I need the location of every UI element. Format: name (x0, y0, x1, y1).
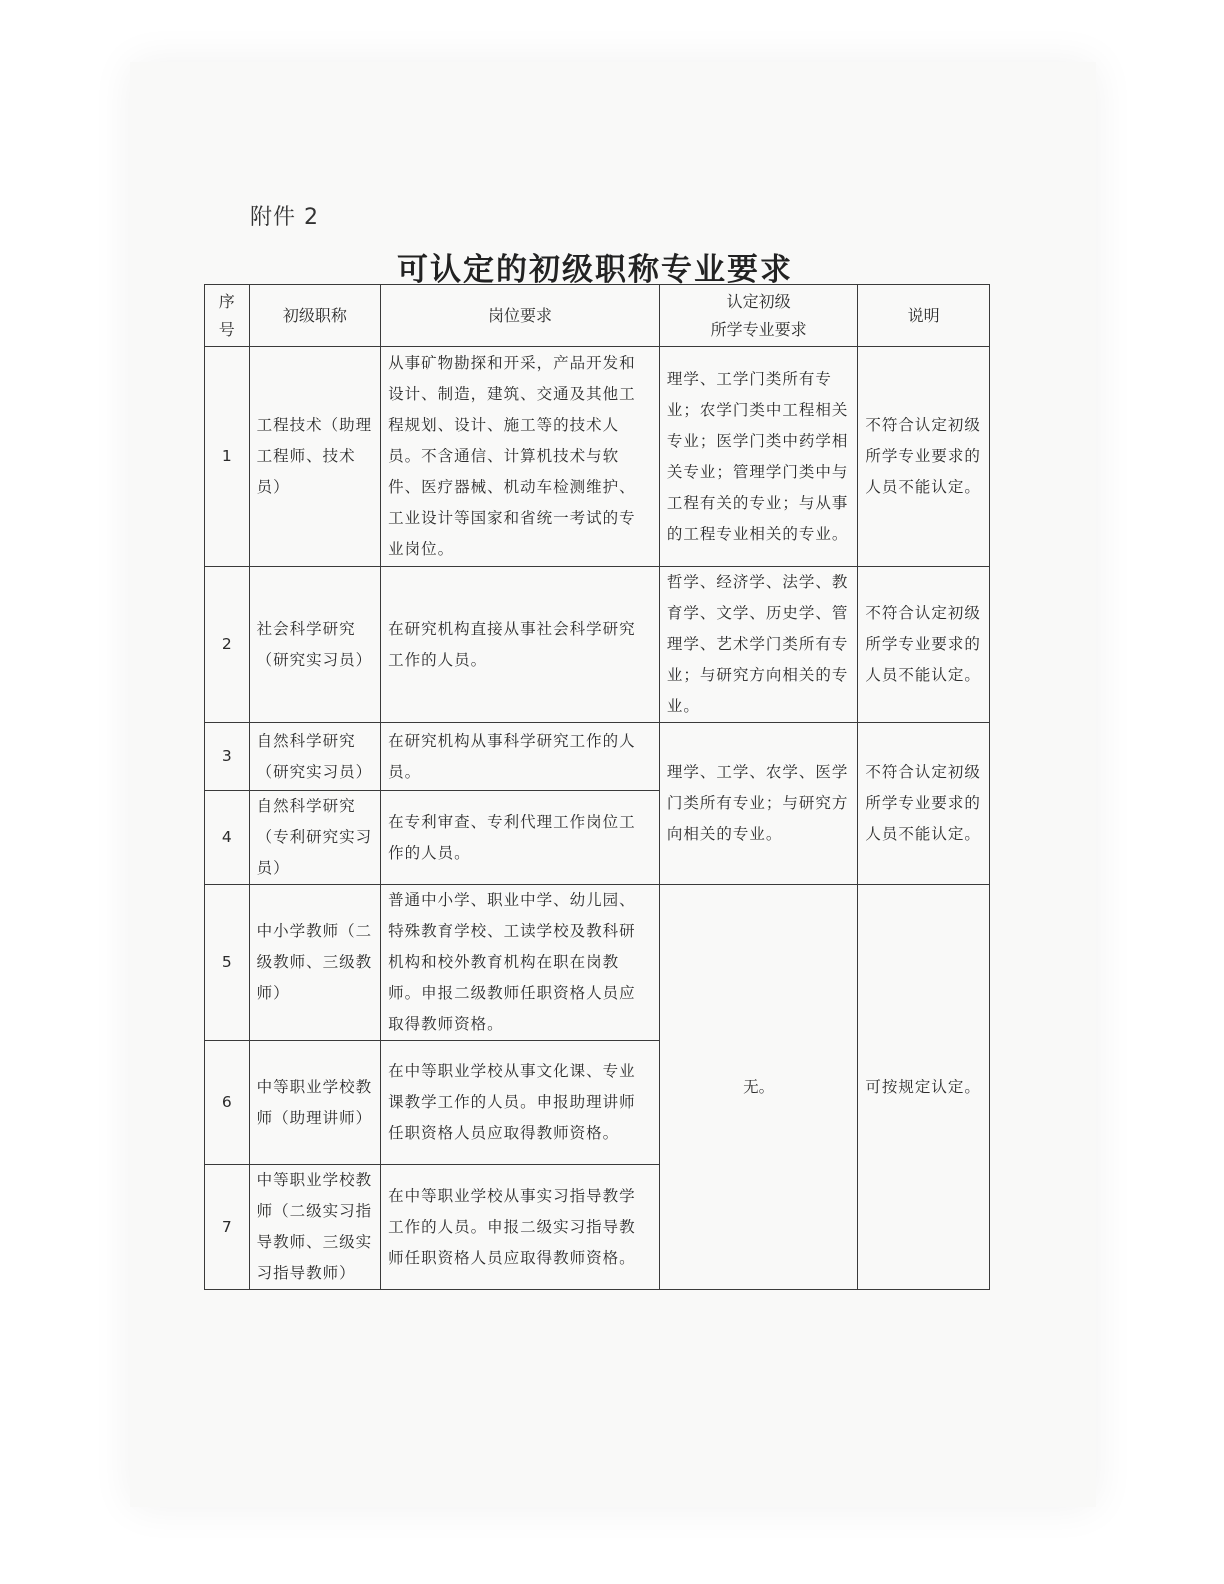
merged-note-5-7: 可按规定认定。 (858, 885, 990, 1290)
row-no: 4 (205, 791, 250, 885)
header-major-line2: 所学专业要求 (710, 319, 807, 339)
header-major (659, 285, 857, 347)
row-post: 从事矿物勘探和开采，产品开发和设计、制造，建筑、交通及其他工程规划、设计、施工等的技术人员。不含通信、计算机技术与软件、医疗器械、机动车检测维护、工业设计等国家和省统一考试的专业岗位。 (381, 347, 660, 567)
row-post: 在中等职业学校从事文化课、专业课教学工作的人员。申报助理讲师任职资格人员应取得教师资格。 (381, 1041, 660, 1165)
row-post: 在研究机构从事科学研究工作的人员。 (381, 723, 660, 791)
header-no: 序号 (205, 285, 250, 347)
row-post: 在专利审查、专利代理工作岗位工作的人员。 (381, 791, 660, 885)
row-note: 不符合认定初级所学专业要求的人员不能认定。 (858, 567, 990, 723)
row-title: 中小学教师（二级教师、三级教师） (249, 885, 381, 1041)
row-title: 自然科学研究（专利研究实习员） (249, 791, 381, 885)
merged-major-3-4: 理学、工学、农学、医学门类所有专业；与研究方向相关的专业。 (659, 723, 857, 885)
row-major: 理学、工学门类所有专业；农学门类中工程相关专业；医学门类中药学相关专业；管理学门类中与工程有关的专业；与从事的工程专业相关的专业。 (659, 347, 857, 567)
row-title: 中等职业学校教师（二级实习指导教师、三级实习指导教师） (249, 1165, 381, 1290)
document-title: 可认定的初级职称专业要求 (397, 252, 793, 288)
row-no: 1 (205, 347, 250, 567)
table-header-row (205, 285, 990, 347)
attachment-label: 附件 2 (250, 205, 319, 230)
row-no: 5 (205, 885, 250, 1041)
row-title: 中等职业学校教师（助理讲师） (249, 1041, 381, 1165)
table-row (205, 347, 990, 567)
header-title: 初级职称 (249, 285, 381, 347)
row-title: 社会科学研究（研究实习员） (249, 567, 381, 723)
row-no: 6 (205, 1041, 250, 1165)
row-major: 哲学、经济学、法学、教育学、文学、历史学、管理学、艺术学门类所有专业；与研究方向相关的专业。 (659, 567, 857, 723)
row-post: 在研究机构直接从事社会科学研究工作的人员。 (381, 567, 660, 723)
row-no: 7 (205, 1165, 250, 1290)
row-title: 自然科学研究（研究实习员） (249, 723, 381, 791)
row-note: 不符合认定初级所学专业要求的人员不能认定。 (858, 347, 990, 567)
merged-major-5-7: 无。 (659, 885, 857, 1290)
merged-note-3-4: 不符合认定初级所学专业要求的人员不能认定。 (858, 723, 990, 885)
table-row (205, 885, 990, 1041)
row-title: 工程技术（助理工程师、技术员） (249, 347, 381, 567)
row-post: 普通中小学、职业中学、幼儿园、特殊教育学校、工读学校及教科研机构和校外教育机构在职在岗教师。申报二级教师任职资格人员应取得教师资格。 (381, 885, 660, 1041)
header-note: 说明 (858, 285, 990, 347)
header-major-line1: 认定初级 (726, 291, 791, 311)
table-row (205, 723, 990, 791)
row-post: 在中等职业学校从事实习指导教学工作的人员。申报二级实习指导教师任职资格人员应取得教师资格。 (381, 1165, 660, 1290)
table-row (205, 567, 990, 723)
row-no: 2 (205, 567, 250, 723)
header-post: 岗位要求 (381, 285, 660, 347)
requirements-table (204, 284, 990, 1290)
row-no: 3 (205, 723, 250, 791)
